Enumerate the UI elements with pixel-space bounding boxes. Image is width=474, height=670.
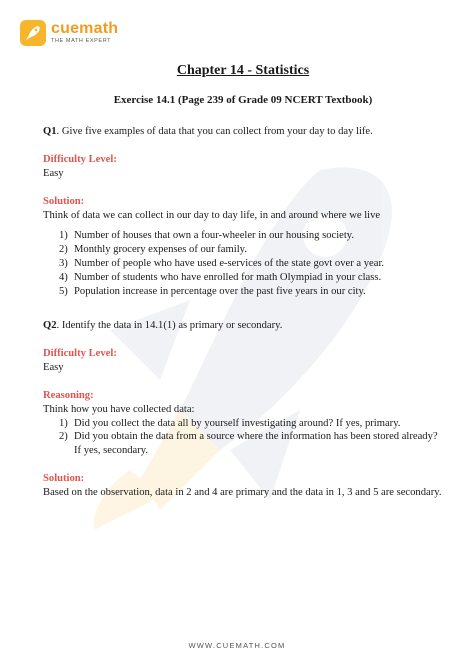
- brand-tagline: THE MATH EXPERT: [51, 38, 112, 45]
- list-item: 1) Did you collect the data all by yourself investigating around? If yes, primary.: [59, 417, 401, 429]
- solution-label: Solution:: [43, 195, 85, 207]
- exercise-heading: Exercise 14.1 (Page 239 of Grade 09 NCERT Textbook): [113, 94, 373, 107]
- rocket-logo-icon: [20, 20, 46, 46]
- list-item: 5) Population increase in percentage over the past five years in our city.: [59, 285, 366, 297]
- list-item: 2) Monthly grocery expenses of our family.: [59, 243, 247, 255]
- list-item: 2) Did you obtain the data from a source where the information has been stored already? If yes, secondary.: [59, 431, 438, 457]
- difficulty-value: Easy: [43, 361, 64, 373]
- difficulty-value: Easy: [43, 167, 64, 179]
- list-item: 3) Number of people who have used e-services of the state govt over a year.: [59, 257, 385, 269]
- question-1: [43, 125, 443, 139]
- reasoning-list: [43, 417, 443, 459]
- question-text: . Give five examples of data that you can collect from your day to day life.: [56, 125, 373, 137]
- question-text: . Identify the data in 14.1(1) as primary or secondary.: [56, 319, 283, 331]
- question-number: Q1: [43, 125, 57, 137]
- reasoning-label: Reasoning:: [43, 389, 94, 401]
- examples-list: [43, 229, 443, 299]
- question-2: [43, 319, 443, 333]
- brand-name: cuemath: [51, 20, 119, 38]
- footer-url: WWW.CUEMATH.COM: [188, 641, 286, 650]
- solution-text: Based on the observation, data in 2 and 4 are primary and the data in 1, 3 and 5 are secondary.: [43, 487, 442, 499]
- difficulty-label: Difficulty Level:: [43, 347, 117, 359]
- page-title: Chapter 14 - Statistics: [176, 63, 310, 78]
- list-item: 4) Number of students who have enrolled for math Olympiad in your class.: [59, 271, 382, 283]
- question-number: Q2: [43, 319, 57, 331]
- solution-intro: Think of data we can collect in our day to day life, in and around where we live: [43, 209, 381, 221]
- reasoning-intro: Think how you have collected data:: [43, 403, 195, 415]
- brand-logo: [20, 20, 118, 46]
- list-item: 1) Number of houses that own a four-wheeler in our housing society.: [59, 229, 355, 241]
- difficulty-label: Difficulty Level:: [43, 153, 117, 165]
- page-content: [43, 62, 443, 500]
- solution-label: Solution:: [43, 473, 85, 485]
